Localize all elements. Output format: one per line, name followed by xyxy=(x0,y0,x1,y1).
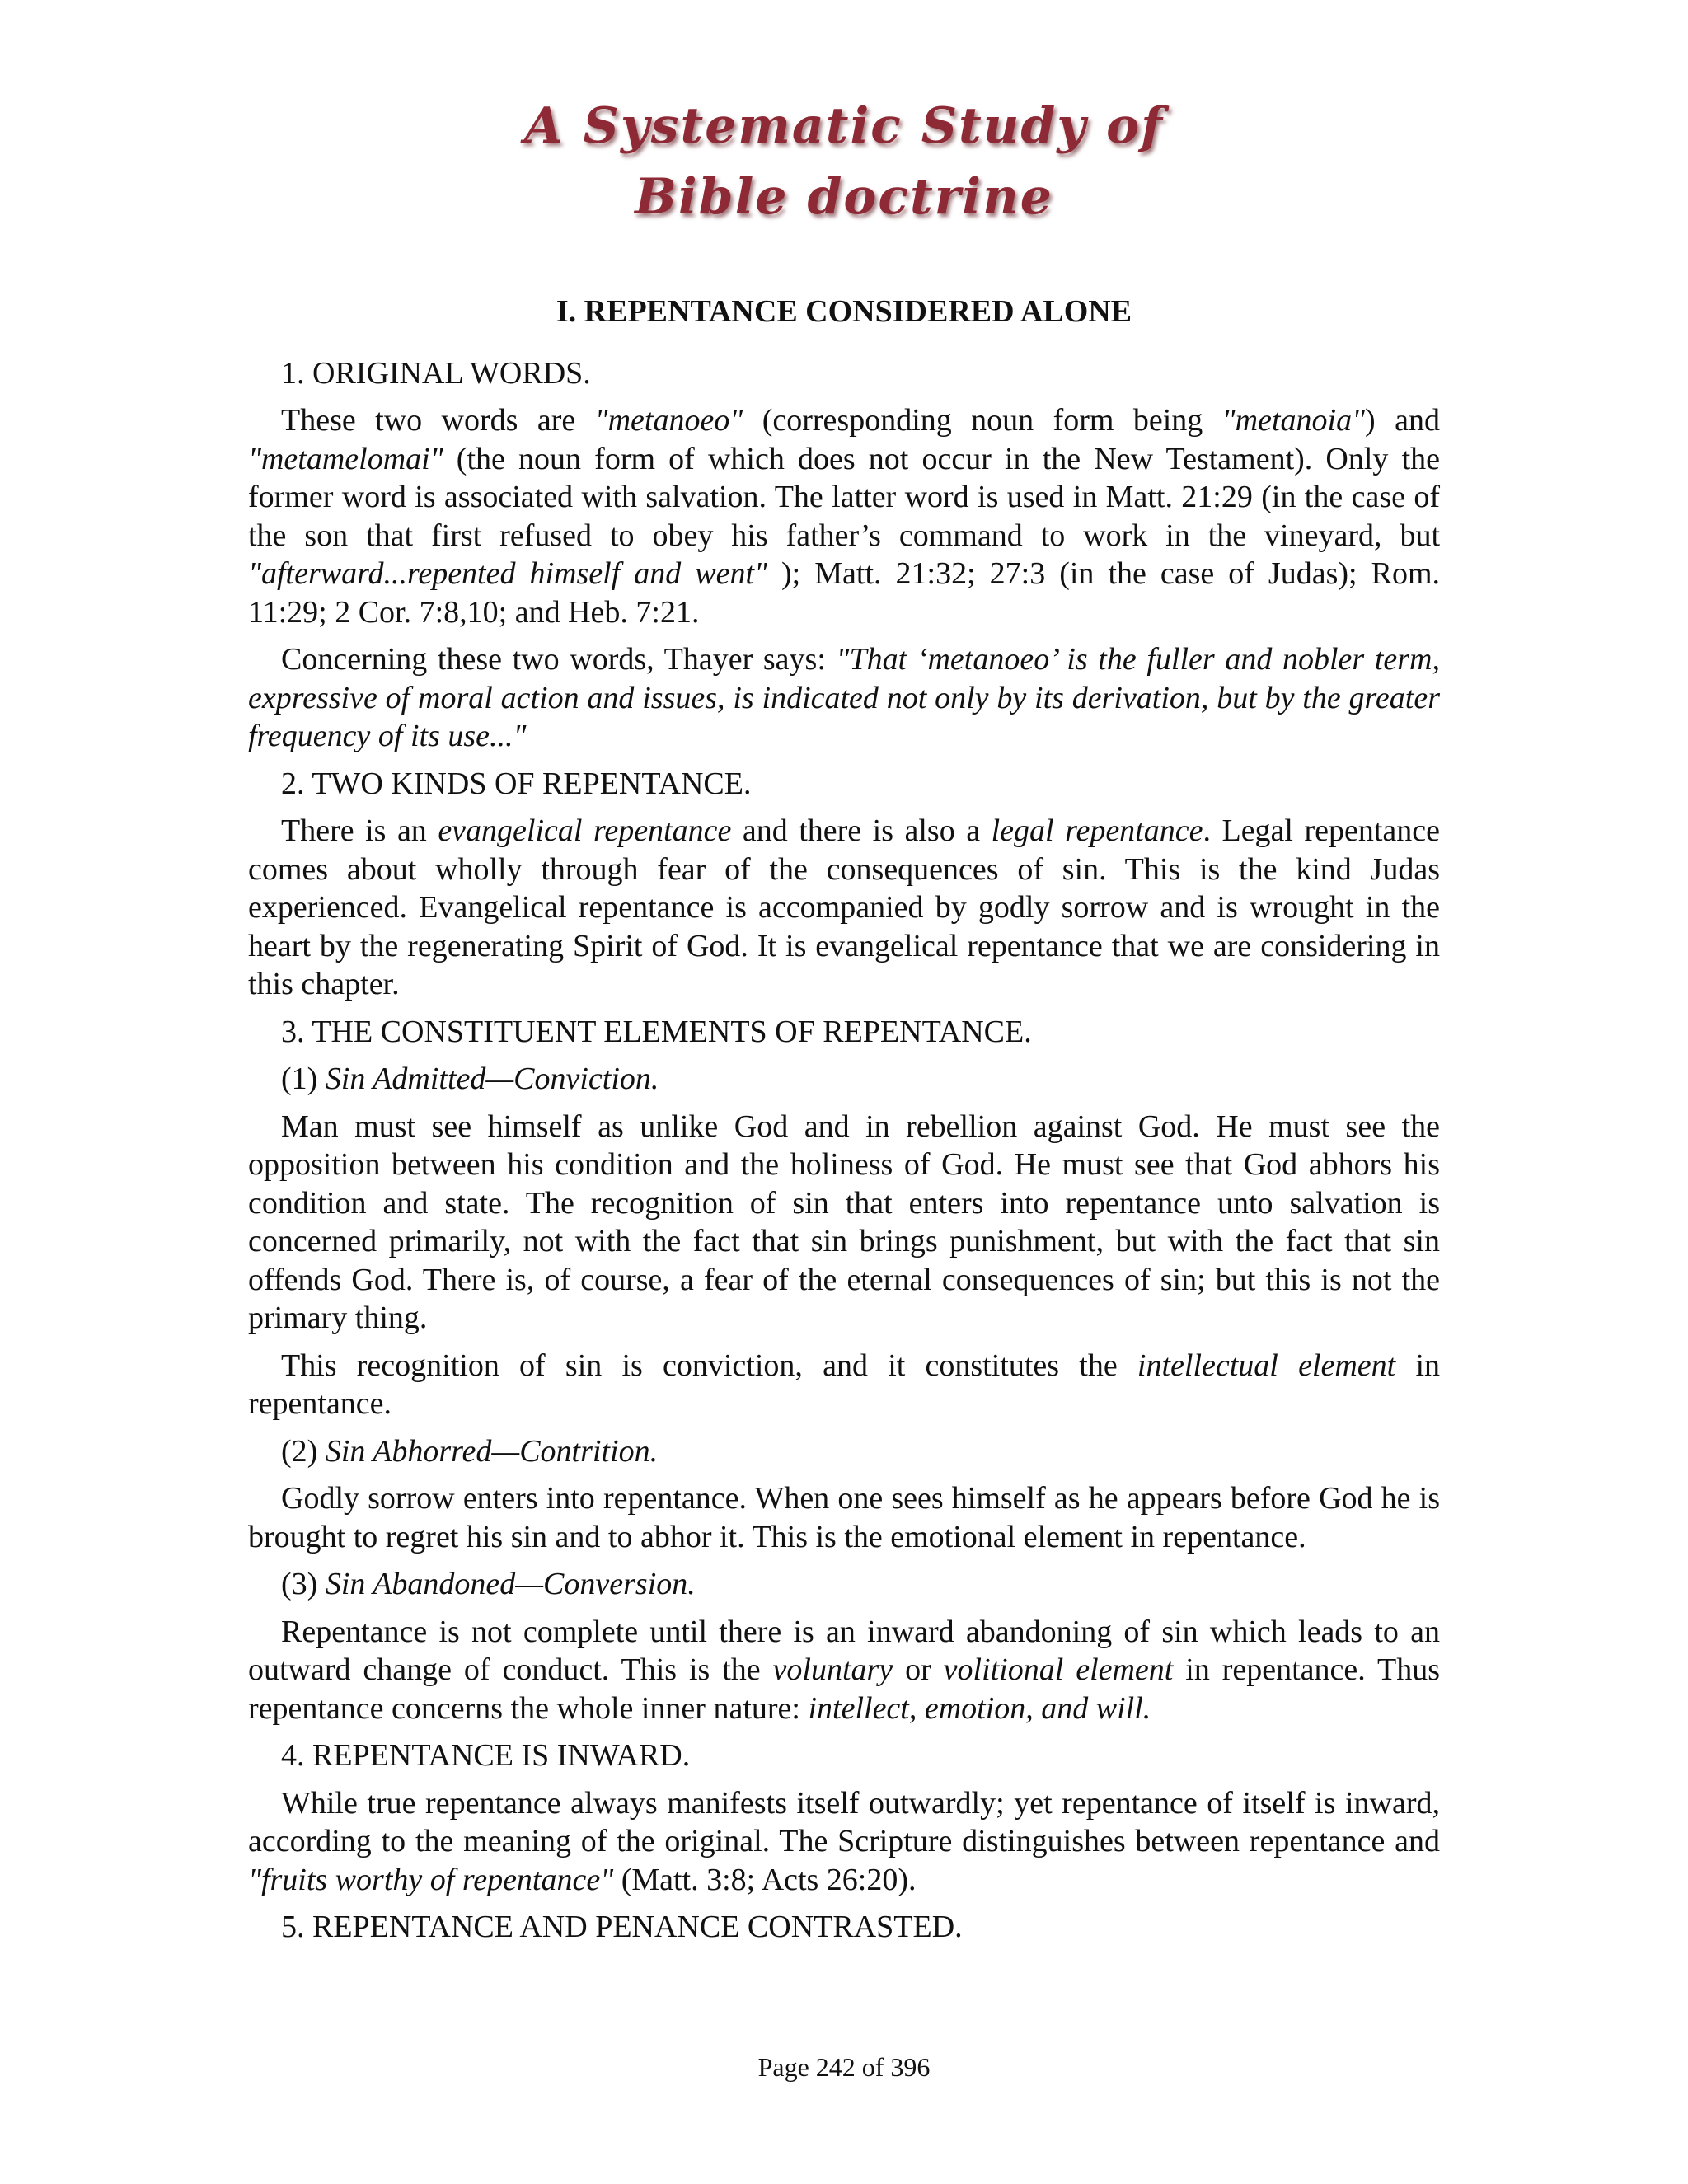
paragraph xyxy=(248,640,1440,756)
text: This recognition of sin is conviction, and it constitutes the xyxy=(281,1347,1137,1383)
text: These two words are xyxy=(281,403,595,438)
text: and there is also a xyxy=(731,813,992,848)
banner-line-1: A Systematic Study of xyxy=(524,97,1164,155)
italic-text: voluntary xyxy=(772,1652,893,1687)
subheading-two-kinds: 2. TWO KINDS OF REPENTANCE. xyxy=(281,766,752,801)
italic-text: evangelical repentance xyxy=(438,813,732,848)
italic-text: volitional element xyxy=(943,1652,1174,1687)
italic-text: "fruits worthy of repentance" xyxy=(248,1862,614,1897)
text: (3) xyxy=(281,1567,326,1601)
text: ); Matt. 21:32; 27:3 (in the case of Judas); Rom. 11:29; 2 Cor. 7:8,10; and Heb. 7:21. xyxy=(248,556,1441,630)
paragraph: Man must see himself as unlike God and in rebellion against God. He must see the opposition between his condition and the holiness of God. He must see that God abhors his condition and state. The recognition of sin that enters into repentance unto salvation is concerned primarily, not with the fact that sin brings punishment, but with the fact that sin offends God. There is, of course, a fear of the eternal consequences of sin; but this is not the primary thing. xyxy=(248,1108,1440,1335)
italic-text: Sin Admitted—Conviction. xyxy=(325,1062,659,1096)
text: While true repentance always manifests itself outwardly; yet repentance of itself is inward, according to the meaning of the original. The Scripture distinguishes between repentance and xyxy=(248,1785,1440,1858)
text: (the noun form of which does not occur in the New Testament). Only the former word is associated with salvation. The latter word is used in Matt. 21:29 (in the case of the son that first refused to obey his father’s command to work in the vineyard, but xyxy=(248,441,1440,553)
section-heading: I. REPENTANCE CONSIDERED ALONE xyxy=(556,294,1132,329)
subheading-sin-admitted xyxy=(248,1060,1440,1099)
paragraph: Godly sorrow enters into repentance. When one sees himself as he appears before God he is brought to regret his sin and to abhor it. This is the emotional element in repentance. xyxy=(248,1481,1440,1554)
subheading-inward: 4. REPENTANCE IS INWARD. xyxy=(281,1738,691,1773)
text: (Matt. 3:8; Acts 26:20). xyxy=(613,1862,917,1897)
paragraph xyxy=(248,1613,1440,1728)
subheading-constituent-elements: 3. THE CONSTITUENT ELEMENTS OF REPENTANCE. xyxy=(281,1014,1032,1049)
text: ) and xyxy=(1365,403,1440,438)
italic-text: intellectual element xyxy=(1137,1347,1396,1383)
italic-text: "metamelomai" xyxy=(248,441,443,476)
paragraph xyxy=(248,401,1440,631)
banner-line-2: Bible doctrine xyxy=(635,168,1053,226)
italic-text: intellect, emotion, and will. xyxy=(808,1690,1151,1726)
text: Repentance is not complete until there is an inward abandoning of sin which leads to an outward change of conduct. This is the xyxy=(248,1614,1440,1687)
book-title-banner xyxy=(0,91,1688,232)
text: There is an xyxy=(281,813,438,848)
subheading-sin-abandoned xyxy=(248,1565,1440,1604)
subheading-sin-abhorred xyxy=(248,1432,1440,1471)
italic-text: "metanoia" xyxy=(1221,403,1366,438)
text: (1) xyxy=(281,1062,326,1096)
italic-text: legal repentance xyxy=(991,813,1203,848)
text: . Legal repentance comes about wholly through fear of the consequences of sin. This is the kind Judas experienced. Evangelical repentance is accompanied by godly sorrow and is wrought in the heart by the regenerating Spirit of God. It is evangelical repentance that we are considering in this chapter. xyxy=(248,813,1441,1001)
paragraph xyxy=(248,1784,1440,1900)
text: (corresponding noun form being xyxy=(743,403,1222,438)
subheading-penance-contrasted: 5. REPENTANCE AND PENANCE CONTRASTED. xyxy=(281,1910,963,1944)
italic-quote: "That ‘metanoeo’ is the fuller and nobler term, expressive of moral action and issues, is indicated not only by its derivation, but by the greater frequency of its use..." xyxy=(248,642,1440,753)
italic-text: Sin Abandoned—Conversion. xyxy=(325,1567,696,1601)
text: in repentance. xyxy=(248,1347,1441,1421)
italic-text: "metanoeo" xyxy=(594,403,743,438)
paragraph xyxy=(248,1347,1440,1423)
page-content xyxy=(248,293,1440,1956)
text: (2) xyxy=(281,1433,326,1469)
paragraph xyxy=(248,812,1440,1004)
text: Concerning these two words, Thayer says: xyxy=(281,642,837,677)
italic-text: "afterward...repented himself and went" xyxy=(248,556,768,591)
subheading-original-words: 1. ORIGINAL WORDS. xyxy=(281,355,591,391)
text: in repentance. Thus repentance concerns the whole inner nature: xyxy=(248,1652,1440,1726)
italic-text: Sin Abhorred—Contrition. xyxy=(325,1433,659,1469)
page-number: Page 242 of 396 xyxy=(757,2052,931,2082)
text: or xyxy=(893,1652,944,1687)
